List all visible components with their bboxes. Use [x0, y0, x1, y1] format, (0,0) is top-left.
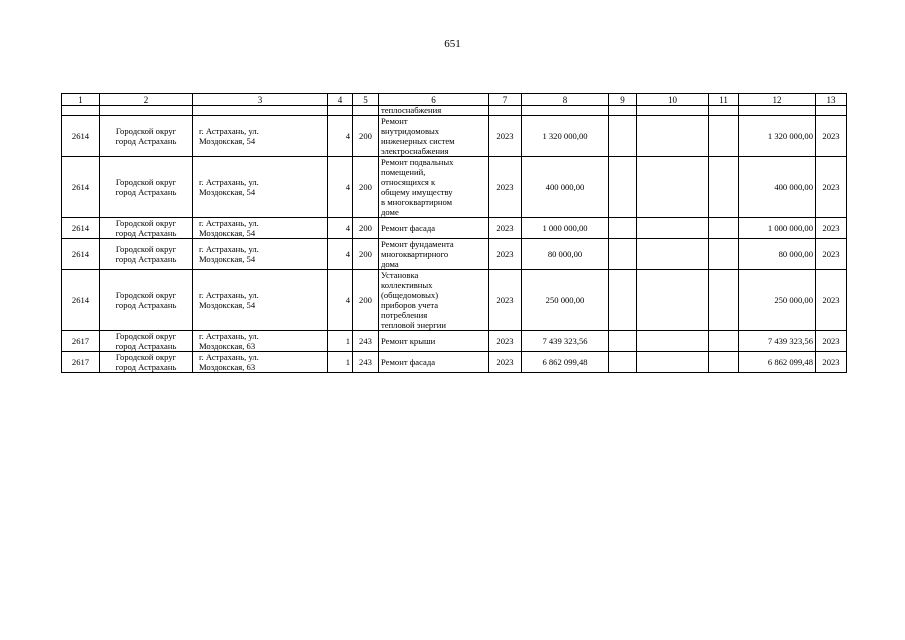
work-type-line: Установка [381, 270, 419, 280]
cost-cell: 250 000,00 [522, 270, 609, 331]
address-cell: г. Астрахань, ул. Моздокская, 54 [193, 116, 328, 157]
table-row [62, 218, 847, 239]
cost-cell: 6 862 099,48 [522, 352, 609, 373]
municipality-cell: Городской округ город Астрахань [100, 270, 193, 331]
work-type-cell [379, 352, 489, 373]
col-header: 6 [379, 94, 489, 106]
work-type-line: Ремонт подвальных [381, 157, 454, 167]
col10-cell [637, 270, 709, 331]
year-cell: 2023 [489, 270, 522, 331]
col-header: 9 [609, 94, 637, 106]
table-row [62, 116, 847, 157]
address-cell: г. Астрахань, ул. Моздокская, 54 [193, 239, 328, 270]
table-row [62, 352, 847, 373]
total-cell: 1 000 000,00 [739, 218, 816, 239]
end-year-cell: 2023 [816, 116, 847, 157]
col5-cell: 200 [353, 218, 379, 239]
work-type-line: дома [381, 259, 399, 269]
col5-cell: 243 [353, 352, 379, 373]
object-id-cell: 2614 [62, 270, 100, 331]
col-header: 12 [739, 94, 816, 106]
work-type-line: общему имуществу [381, 187, 453, 197]
col10-cell [637, 116, 709, 157]
col5-cell: 200 [353, 270, 379, 331]
col-header: 2 [100, 94, 193, 106]
cost-cell: 80 000,00 [522, 239, 609, 270]
cost-cell: 1 320 000,00 [522, 116, 609, 157]
address-cell: г. Астрахань, ул. Моздокская, 54 [193, 270, 328, 331]
total-cell: 7 439 323,56 [739, 331, 816, 352]
work-type-cell [379, 157, 489, 218]
col11-cell [709, 331, 739, 352]
col-header: 3 [193, 94, 328, 106]
work-type-line: (общедомовых) [381, 290, 439, 300]
municipality-cell: Городской округ город Астрахань [100, 331, 193, 352]
work-type-cell [379, 331, 489, 352]
work-type-line: потребления [381, 310, 428, 320]
object-id-cell: 2614 [62, 239, 100, 270]
work-type-line: относящихся к [381, 177, 436, 187]
year-cell: 2023 [489, 218, 522, 239]
work-type-line: доме [381, 207, 399, 217]
col4-cell: 4 [328, 157, 353, 218]
end-year-cell: 2023 [816, 157, 847, 218]
total-cell: 250 000,00 [739, 270, 816, 331]
col4-cell: 4 [328, 218, 353, 239]
address-cell: г. Астрахань, ул. Моздокская, 54 [193, 157, 328, 218]
col11-cell [709, 116, 739, 157]
col11-cell [709, 352, 739, 373]
municipality-cell: Городской округ город Астрахань [100, 116, 193, 157]
work-type-line: Ремонт фундамента [381, 239, 454, 249]
header-row [62, 94, 847, 106]
col-header: 10 [637, 94, 709, 106]
work-type-line: многоквартирного [381, 249, 449, 259]
col9-cell [609, 218, 637, 239]
table-row [62, 239, 847, 270]
col10-cell [637, 157, 709, 218]
address-cell: г. Астрахань, ул. Моздокская, 63 [193, 331, 328, 352]
end-year-cell: 2023 [816, 331, 847, 352]
col9-cell [609, 239, 637, 270]
col10-cell [637, 331, 709, 352]
address-cell: г. Астрахань, ул. Моздокская, 63 [193, 352, 328, 373]
end-year-cell: 2023 [816, 239, 847, 270]
page-number: 651 [444, 38, 461, 50]
object-id-cell: 2617 [62, 352, 100, 373]
municipality-cell: Городской округ город Астрахань [100, 239, 193, 270]
col10-cell [637, 218, 709, 239]
col-header: 5 [353, 94, 379, 106]
col11-cell [709, 157, 739, 218]
total-cell: 6 862 099,48 [739, 352, 816, 373]
col-header: 7 [489, 94, 522, 106]
end-year-cell: 2023 [816, 270, 847, 331]
continuation-row [62, 106, 847, 116]
total-cell: 400 000,00 [739, 157, 816, 218]
municipality-cell: Городской округ город Астрахань [100, 157, 193, 218]
work-type-line: внутридомовых [381, 126, 440, 136]
work-type-line: Ремонт фасада [381, 223, 436, 233]
work-type-line: помещений, [381, 167, 426, 177]
municipality-cell: Городской округ город Астрахань [100, 352, 193, 373]
col-header: 8 [522, 94, 609, 106]
col-header: 13 [816, 94, 847, 106]
col11-cell [709, 218, 739, 239]
work-type-line: электроснабжения [381, 146, 449, 156]
year-cell: 2023 [489, 331, 522, 352]
object-id-cell: 2614 [62, 116, 100, 157]
register-table [61, 93, 847, 373]
col9-cell [609, 270, 637, 331]
object-id-cell: 2614 [62, 218, 100, 239]
col5-cell: 243 [353, 331, 379, 352]
col5-cell: 200 [353, 157, 379, 218]
work-type-line: Ремонт крыши [381, 336, 436, 346]
end-year-cell: 2023 [816, 352, 847, 373]
col4-cell: 4 [328, 270, 353, 331]
work-type-line: Ремонт [381, 116, 408, 126]
col11-cell [709, 239, 739, 270]
work-type-line: в многоквартирном [381, 197, 453, 207]
work-type-line: коллективных [381, 280, 433, 290]
col5-cell: 200 [353, 116, 379, 157]
col11-cell [709, 270, 739, 331]
col9-cell [609, 157, 637, 218]
work-type-cell [379, 116, 489, 157]
cost-cell: 400 000,00 [522, 157, 609, 218]
cost-cell: 1 000 000,00 [522, 218, 609, 239]
col-header: 11 [709, 94, 739, 106]
table-row [62, 331, 847, 352]
year-cell: 2023 [489, 352, 522, 373]
col4-cell: 4 [328, 116, 353, 157]
col5-cell: 200 [353, 239, 379, 270]
year-cell: 2023 [489, 157, 522, 218]
col-header: 4 [328, 94, 353, 106]
work-type-line: тепловой энергии [381, 320, 446, 330]
work-type-cell: теплоснабжения [379, 106, 489, 116]
work-type-cell [379, 239, 489, 270]
end-year-cell: 2023 [816, 218, 847, 239]
col9-cell [609, 116, 637, 157]
col10-cell [637, 239, 709, 270]
col4-cell: 1 [328, 331, 353, 352]
work-type-line: инженерных систем [381, 136, 455, 146]
col4-cell: 4 [328, 239, 353, 270]
col9-cell [609, 352, 637, 373]
table-row [62, 157, 847, 218]
col10-cell [637, 352, 709, 373]
cost-cell: 7 439 323,56 [522, 331, 609, 352]
municipality-cell: Городской округ город Астрахань [100, 218, 193, 239]
work-type-line: приборов учета [381, 300, 439, 310]
col-header: 1 [62, 94, 100, 106]
year-cell: 2023 [489, 239, 522, 270]
total-cell: 80 000,00 [739, 239, 816, 270]
year-cell: 2023 [489, 116, 522, 157]
col9-cell [609, 331, 637, 352]
total-cell: 1 320 000,00 [739, 116, 816, 157]
object-id-cell: 2617 [62, 331, 100, 352]
object-id-cell: 2614 [62, 157, 100, 218]
col4-cell: 1 [328, 352, 353, 373]
work-type-cell [379, 270, 489, 331]
work-type-cell [379, 218, 489, 239]
work-type-line: Ремонт фасада [381, 357, 436, 367]
table-row [62, 270, 847, 331]
address-cell: г. Астрахань, ул. Моздокская, 54 [193, 218, 328, 239]
